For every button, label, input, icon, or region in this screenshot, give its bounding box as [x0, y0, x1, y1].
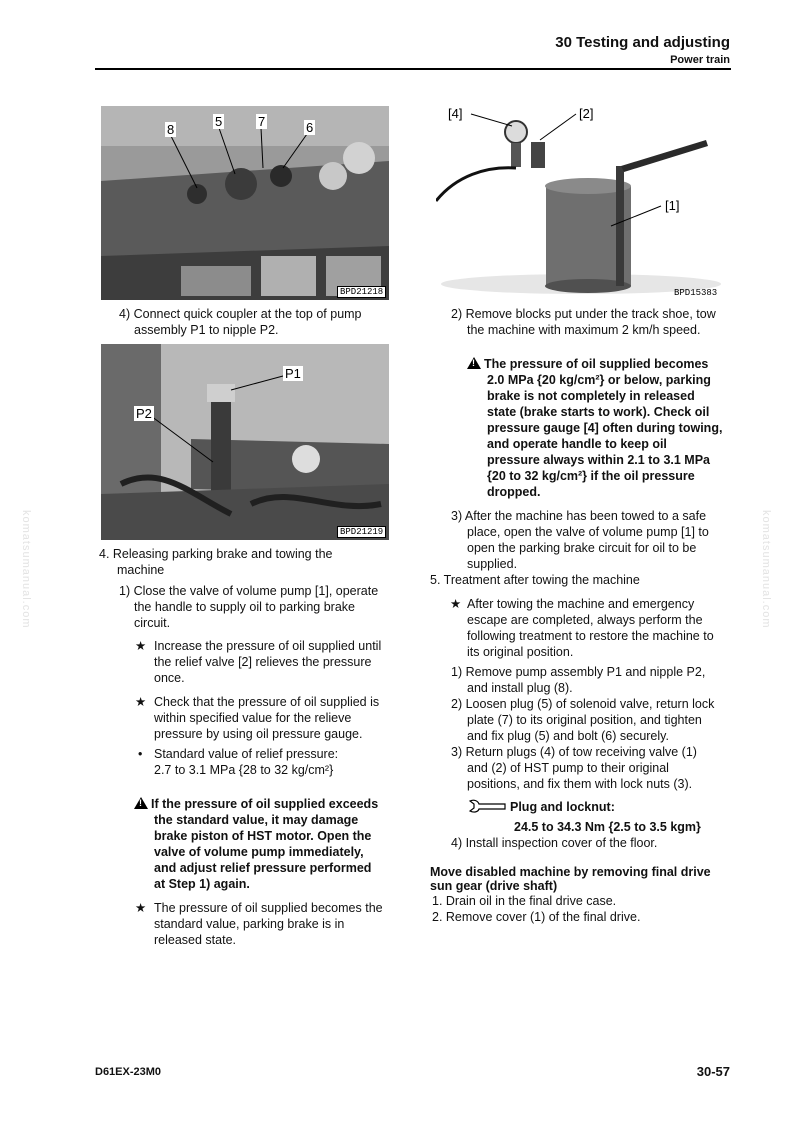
move-step-2: 2. Remove cover (1) of the final drive.: [432, 910, 641, 924]
figure-code: BPD15383: [674, 288, 718, 298]
treat-1-line1: 1) Remove pump assembly P1 and nipple P2,: [451, 665, 706, 679]
warning-line4: valve of volume pump immediately,: [154, 845, 364, 859]
warning-line3: brake is not completely in released: [487, 389, 695, 403]
star-icon: ★: [135, 639, 147, 653]
wrench-icon: [467, 799, 507, 813]
figure-3-photo: [436, 106, 728, 300]
step-4-line1: 4) Connect quick coupler at the top of pump: [119, 307, 362, 321]
warning-line8: {20 to 32 kg/cm²} if the oil pressure: [487, 469, 695, 483]
callout-5: 5: [215, 114, 223, 129]
star-icon: ★: [450, 597, 462, 611]
callout-6: 6: [306, 120, 314, 135]
step-2-line2: the machine with maximum 2 km/h speed.: [467, 323, 701, 337]
figure-code: BPD21218: [337, 286, 386, 298]
callout-p1: P1: [285, 366, 301, 381]
note-line4: its original position.: [467, 645, 574, 659]
treat-3-line2: and (2) of HST pump to their original: [467, 761, 669, 775]
figure-code: BPD21219: [337, 526, 386, 538]
warning-line2: 2.0 MPa {20 kg/cm²} or below, parking: [487, 373, 711, 387]
heading-4-line1: 4. Releasing parking brake and towing the: [99, 547, 333, 561]
note-c-line1: The pressure of oil supplied becomes the: [154, 901, 383, 915]
note-c-line2: standard value, parking brake is in: [154, 917, 345, 931]
note-b-line1: Check that the pressure of oil supplied is: [154, 695, 380, 709]
warning-line3: brake piston of HST motor. Open the: [154, 829, 372, 843]
note-a-line2: the relief valve [2] relieves the pressure: [154, 655, 372, 669]
step-4-line2: assembly P1 to nipple P2.: [134, 323, 279, 337]
note-b-line3: pressure by using oil pressure gauge.: [154, 727, 363, 741]
warning-line1: !The pressure of oil supplied becomes: [467, 356, 708, 372]
figure-1-photo: [101, 106, 389, 300]
warning-line5: and adjust relief pressure performed: [154, 861, 372, 875]
warning-line2: the standard value, it may damage: [154, 813, 359, 827]
callout-p2: P2: [136, 406, 152, 421]
callout-2: [2]: [579, 106, 594, 121]
step-3-line2: place, open the valve of volume pump [1] to: [467, 525, 709, 539]
warning-line9: dropped.: [487, 485, 541, 499]
warning-line6: and operate handle to keep oil: [487, 437, 667, 451]
step-1-line3: circuit.: [134, 616, 171, 630]
star-icon: ★: [135, 901, 147, 915]
warning-line1: !If the pressure of oil supplied exceeds: [134, 796, 378, 812]
model-code: D61EX-23M0: [95, 1066, 162, 1078]
callout-1: [1]: [665, 198, 680, 213]
step-2-line1: 2) Remove blocks put under the track shoe, tow: [451, 307, 716, 321]
standard-value: 2.7 to 3.1 MPa {28 to 32 kg/cm²}: [154, 763, 334, 777]
treat-3-line1: 3) Return plugs (4) of tow receiving valve (1): [451, 745, 697, 759]
heading-4-line2: machine: [117, 563, 165, 577]
callout-7: 7: [258, 114, 266, 129]
section-subtitle: Power train: [670, 54, 730, 66]
figure-2-photo: [101, 344, 389, 540]
torque-value: 24.5 to 34.3 Nm {2.5 to 3.5 kgm}: [514, 820, 701, 834]
step-3-line4: supplied.: [467, 557, 518, 571]
treat-3-line3: positions, and fix them with lock nuts (3).: [467, 777, 693, 791]
step-3-line1: 3) After the machine has been towed to a safe: [451, 509, 707, 523]
step-3-line3: open the parking brake circuit for oil to be: [467, 541, 697, 555]
warning-line6: at Step 1) again.: [154, 877, 250, 891]
step-1-line1: 1) Close the valve of volume pump [1], operate: [119, 584, 379, 598]
callout-4: [4]: [448, 106, 463, 121]
heading-move-line2: sun gear (drive shaft): [430, 879, 558, 893]
section-title: 30 Testing and adjusting: [555, 34, 730, 51]
watermark-left: komatsumanual.com: [20, 510, 32, 629]
standard-value-label: Standard value of relief pressure:: [154, 747, 339, 761]
warning-icon: [134, 797, 148, 809]
note-a-line1: Increase the pressure of oil supplied until: [154, 639, 382, 653]
treat-4: 4) Install inspection cover of the floor.: [451, 836, 658, 850]
warning-line4: state (brake starts to work). Check oil: [487, 405, 710, 419]
note-c-line3: released state.: [154, 933, 236, 947]
note-a-line3: once.: [154, 671, 185, 685]
warning-line5: pressure gauge [4] often during towing,: [487, 421, 723, 435]
note-line3: following treatment to restore the machine to: [467, 629, 714, 643]
heading-move-line1: Move disabled machine by removing final drive: [430, 865, 711, 879]
heading-5: 5. Treatment after towing the machine: [430, 573, 640, 587]
note-line2: escape are completed, always perform the: [467, 613, 703, 627]
header-rule: [95, 68, 731, 70]
page-number: 30-57: [696, 1064, 730, 1079]
step-1-line2: the handle to supply oil to parking brake: [134, 600, 355, 614]
star-icon: ★: [135, 695, 147, 709]
watermark-right: komatsumanual.com: [760, 510, 772, 629]
treat-1-line2: and install plug (8).: [467, 681, 573, 695]
torque-label: Plug and locknut:: [510, 800, 615, 814]
warning-line7: pressure always within 2.1 to 3.1 MPa: [487, 453, 711, 467]
bullet-icon: •: [138, 747, 143, 761]
move-step-1: 1. Drain oil in the final drive case.: [432, 894, 617, 908]
note-b-line2: within specified value for the relieve: [154, 711, 352, 725]
treat-2-line2: plate (7) to its original position, and tighten: [467, 713, 702, 727]
callout-8: 8: [167, 122, 175, 137]
treat-2-line3: and fix plug (5) and bolt (6) securely.: [467, 729, 669, 743]
treat-2-line1: 2) Loosen plug (5) of solenoid valve, return lock: [451, 697, 715, 711]
warning-icon: [467, 357, 481, 369]
note-line1: After towing the machine and emergency: [467, 597, 695, 611]
